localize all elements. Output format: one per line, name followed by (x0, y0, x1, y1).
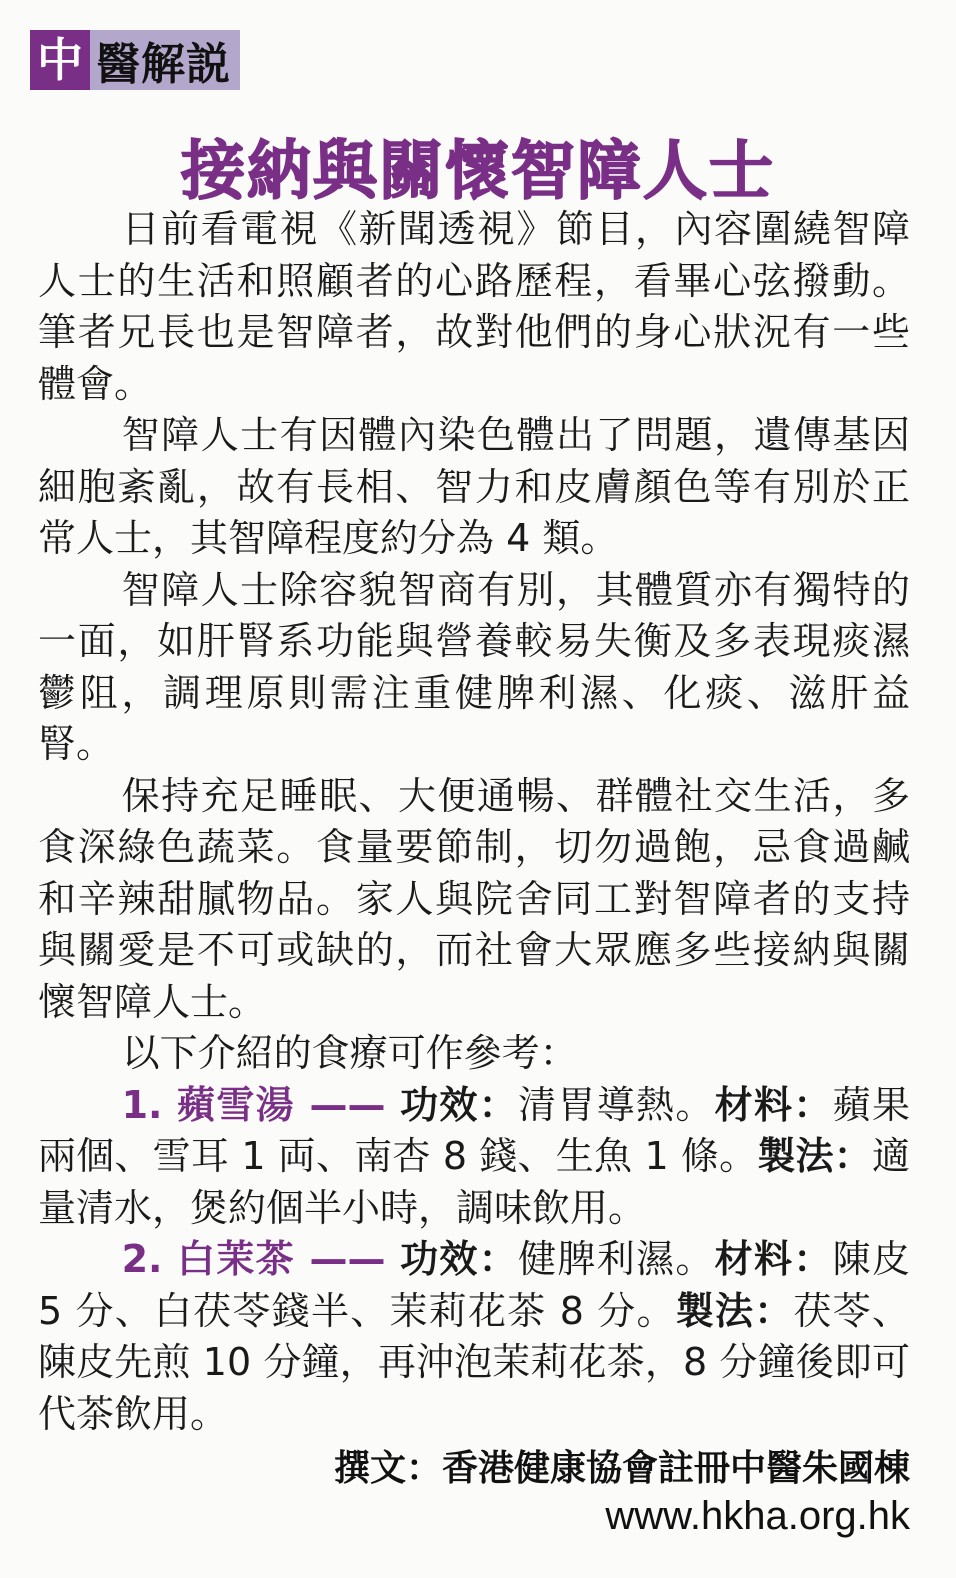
recipe-2-dash: —— (294, 1237, 401, 1281)
recipe-1-method: 適量清水，煲約個半小時，調味飲用。 (38, 1134, 910, 1230)
recipe-2-material-label: 材料： (714, 1237, 833, 1281)
paragraph-5: 以下介紹的食療可作參考： (121, 1031, 578, 1075)
column-badge-mark: 中 (30, 30, 90, 90)
recipe-1-material-label: 材料： (714, 1082, 833, 1127)
recipe-1-method-label: 製法： (757, 1134, 872, 1178)
recipe-1-title: 1. 蘋雪湯 (121, 1082, 295, 1127)
paragraph-4: 保持充足睡眠、大便通暢、群體社交生活，多食深綠色蔬菜。食量要節制，切勿過飽，忌食過鹹和辛辣甜膩物品。家人與院舍同工對智障者的支持與關愛是不可或缺的，而社會大眾應多些接納與關懷智障人士。 (38, 773, 910, 1024)
recipe-1-material: 蘋果兩個、雪耳 1 両、南杏 8 錢、生魚 1 條。 (38, 1082, 910, 1178)
website-url: www.hkha.org.hk (605, 1494, 910, 1538)
paragraph-2: 智障人士有因體內染色體出了問題，遺傳基因細胞紊亂，故有長相、智力和皮膚顏色等有別於正常人士，其智障程度約分為 4 類。 (38, 413, 910, 560)
column-label: 醫解説 (96, 39, 231, 90)
article-headline: 接納與關懷智障人士 (181, 135, 775, 209)
column-badge (30, 30, 240, 90)
author-byline: 撰文：香港健康協會註冊中醫朱國棟 (333, 1448, 910, 1489)
recipe-2 (38, 1234, 910, 1440)
recipe-2-method: 茯苓、陳皮先煎 10 分鐘，再沖泡茉莉花茶，8 分鐘後即可代茶飲用。 (38, 1288, 910, 1436)
recipe-1-effect: 清胃導熱。 (518, 1082, 715, 1127)
recipe-2-title: 2. 白茉茶 (121, 1237, 295, 1281)
recipe-2-effect-label: 功效： (400, 1237, 519, 1281)
article-body (38, 204, 910, 1440)
recipe-1-effect-label: 功效： (400, 1082, 519, 1127)
recipe-1-dash: —— (294, 1082, 401, 1127)
recipe-2-effect: 健脾利濕。 (518, 1237, 715, 1281)
recipe-2-method-label: 製法： (675, 1288, 794, 1333)
recipe-2-material: 陳皮 5 分、白茯苓錢半、茉莉花茶 8 分。 (38, 1237, 910, 1333)
recipe-1 (38, 1080, 910, 1235)
paragraph-1: 日前看電視《新聞透視》節目，內容圍繞智障人士的生活和照顧者的心路歷程，看畢心弦撥動。筆者兄長也是智障者，故對他們的身心狀況有一些體會。 (38, 207, 910, 406)
paragraph-3: 智障人士除容貌智商有別，其體質亦有獨特的一面，如肝腎系功能與營養較易失衡及多表現痰濕鬱阻，調理原則需注重健脾利濕、化痰、滋肝益腎。 (38, 567, 910, 766)
